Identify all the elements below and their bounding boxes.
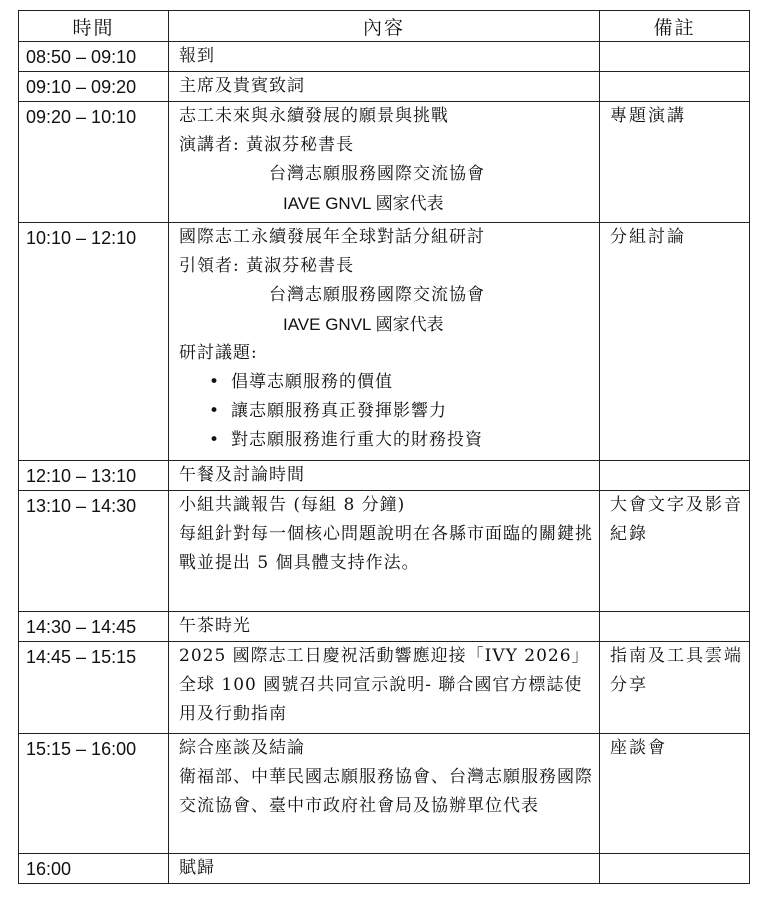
content-cell	[169, 734, 600, 854]
note-cell	[600, 461, 750, 491]
content-cell	[169, 102, 600, 223]
content-cell	[169, 42, 600, 72]
rep-line: IAVE GNVL 國家代表	[283, 194, 444, 213]
time-cell: 13:10 – 14:30	[19, 491, 169, 612]
time-cell: 10:10 – 12:10	[19, 223, 169, 461]
table-row	[19, 72, 750, 102]
org-line: 台灣志願服務國際交流協會	[269, 285, 485, 305]
note-cell	[600, 854, 750, 884]
content-line: 午餐及討論時間	[179, 465, 305, 485]
leader-line: 引領者: 黃淑芬秘書長	[179, 256, 355, 276]
note-cell: 大會文字及影音紀錄	[600, 491, 750, 612]
content-paragraph: 衛福部、中華民國志願服務協會、台灣志願服務國際交流協會、臺中市政府社會局及協辦單位代表	[179, 767, 593, 816]
content-paragraph: 2025 國際志工日慶祝活動響應迎接「IVY 2026」全球 100 國號召共同宣示說明- 聯合國官方標誌使用及行動指南	[179, 646, 590, 724]
header-content: 內容	[169, 11, 600, 42]
content-line: 主席及貴賓致詞	[179, 76, 305, 96]
header-time: 時間	[19, 11, 169, 42]
header-note: 備註	[600, 11, 750, 42]
content-line: 志工未來與永續發展的願景與挑戰	[179, 106, 449, 126]
content-cell	[169, 461, 600, 491]
table-row	[19, 854, 750, 884]
agenda-table	[18, 10, 750, 884]
table-row	[19, 734, 750, 854]
table-row	[19, 461, 750, 491]
time-cell: 14:30 – 14:45	[19, 612, 169, 642]
issues-heading: 研討議題:	[179, 343, 258, 363]
speaker-line: 演講者: 黃淑芬秘書長	[179, 135, 355, 155]
time-cell: 12:10 – 13:10	[19, 461, 169, 491]
time-cell: 15:15 – 16:00	[19, 734, 169, 854]
note-cell: 指南及工具雲端分享	[600, 642, 750, 734]
table-row	[19, 223, 750, 461]
time-cell: 09:10 – 09:20	[19, 72, 169, 102]
content-line: 小組共識報告 (每組 8 分鐘)	[179, 495, 406, 515]
time-cell: 16:00	[19, 854, 169, 884]
table-row	[19, 102, 750, 223]
content-cell	[169, 72, 600, 102]
table-row	[19, 612, 750, 642]
content-line: 國際志工永續發展年全球對話分組研討	[179, 227, 485, 247]
table-row	[19, 642, 750, 734]
content-cell	[169, 854, 600, 884]
time-cell: 14:45 – 15:15	[19, 642, 169, 734]
content-line: 賦歸	[179, 858, 215, 878]
note-cell	[600, 72, 750, 102]
content-cell	[169, 223, 600, 461]
table-row	[19, 42, 750, 72]
note-cell: 分組討論	[600, 223, 750, 461]
content-line: 報到	[179, 46, 215, 66]
note-cell: 座談會	[600, 734, 750, 854]
content-cell	[169, 642, 600, 734]
rep-line: IAVE GNVL 國家代表	[283, 315, 444, 334]
list-item: • 倡導志願服務的價值	[231, 368, 593, 397]
time-cell: 09:20 – 10:10	[19, 102, 169, 223]
note-cell: 專題演講	[600, 102, 750, 223]
header-row	[19, 11, 750, 42]
content-cell	[169, 612, 600, 642]
table-row	[19, 491, 750, 612]
content-line: 午茶時光	[179, 616, 251, 636]
org-line: 台灣志願服務國際交流協會	[269, 164, 485, 184]
time-cell: 08:50 – 09:10	[19, 42, 169, 72]
note-cell	[600, 612, 750, 642]
content-cell	[169, 491, 600, 612]
content-paragraph: 每組針對每一個核心問題說明在各縣市面臨的關鍵挑戰並提出 5 個具體支持作法。	[179, 524, 593, 573]
note-cell	[600, 42, 750, 72]
list-item: • 對志願服務進行重大的財務投資	[231, 426, 593, 455]
issues-list	[179, 368, 593, 455]
list-item: • 讓志願服務真正發揮影響力	[231, 397, 593, 426]
content-line: 綜合座談及結論	[179, 738, 305, 758]
